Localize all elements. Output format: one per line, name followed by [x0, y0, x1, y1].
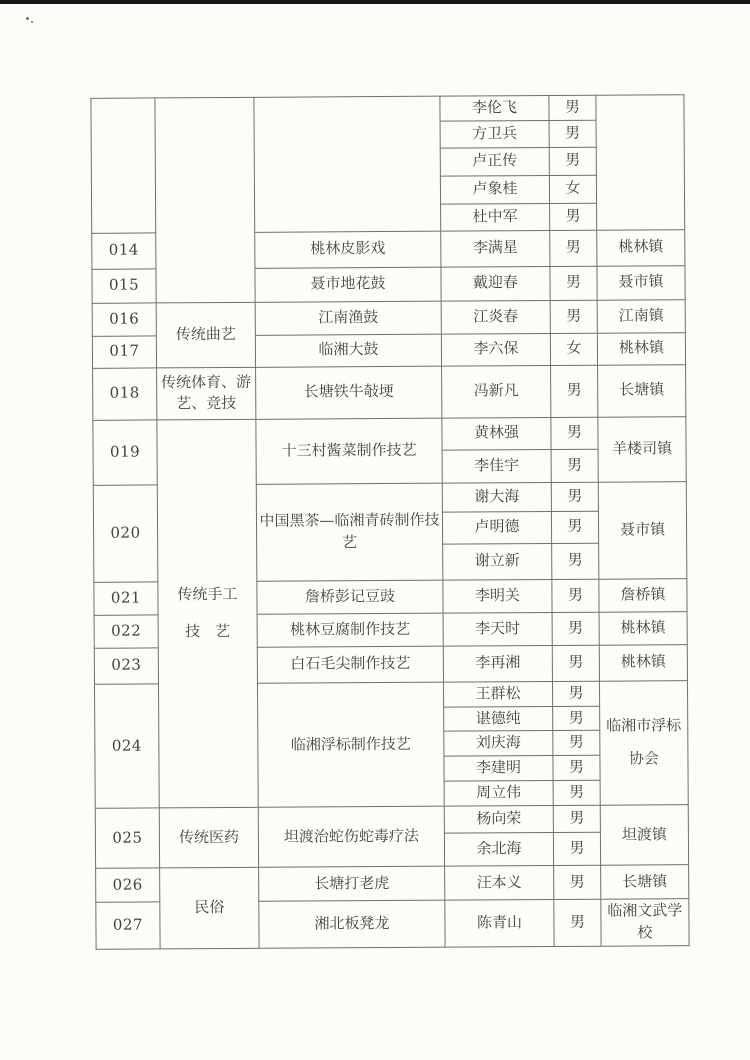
gender: 男: [552, 579, 599, 612]
location: 聂市镇: [598, 481, 687, 579]
gender: 男: [553, 832, 600, 865]
table-row: [95, 805, 688, 836]
project-name: 詹桥彭记豆豉: [257, 580, 443, 614]
inheritor-name: 卢象桂: [440, 175, 549, 204]
category-line: 技 艺: [185, 622, 231, 641]
inheritor-name: 杨向荣: [444, 806, 553, 834]
gender: 男: [553, 755, 600, 780]
entry-number: 021: [94, 582, 158, 615]
entry-number: 027: [96, 902, 160, 949]
gender: 男: [550, 300, 597, 333]
inheritor-name: 冯新凡: [442, 365, 551, 418]
inheritor-name: 余北海: [444, 833, 553, 867]
entry-number: 026: [96, 868, 160, 902]
project-name: 中国黑茶—临湘青砖制作技艺: [256, 483, 443, 581]
inheritor-name: 谌德纯: [444, 706, 553, 731]
inheritor-name: 黄林强: [442, 417, 551, 450]
category-cell: 传统体育、游艺、竞技: [157, 367, 256, 420]
gender: 男: [549, 120, 596, 147]
heritage-table-wrap: [90, 94, 689, 949]
table-row: [93, 416, 686, 452]
location: 江南镇: [597, 299, 685, 333]
project-name: 桃林皮影戏: [255, 231, 441, 268]
scan-speck: [31, 21, 33, 23]
table-row: [91, 95, 684, 123]
gender: 男: [553, 730, 600, 755]
location-line: 临湘市浮标: [606, 715, 682, 735]
inheritor-name: 李满星: [441, 230, 550, 267]
inheritor-name: 谢大海: [442, 482, 551, 512]
gender: 男: [554, 899, 601, 946]
category-cell: 传统医药: [159, 807, 258, 868]
gender: 男: [553, 706, 600, 731]
gender: 女: [549, 175, 596, 203]
entry-number: 016: [92, 303, 156, 336]
project-name: 湘北板凳龙: [259, 900, 445, 948]
location: 坦渡镇: [600, 805, 688, 866]
entry-number: 015: [92, 269, 156, 303]
location: 桃林镇: [599, 644, 687, 681]
inheritor-name: 江炎春: [441, 300, 550, 334]
empty-project-cell: [254, 96, 441, 232]
gender: 男: [550, 203, 597, 230]
project-name: 十三村酱菜制作技艺: [256, 418, 442, 484]
gender: 男: [551, 482, 598, 511]
project-name: 长塘打老虎: [259, 866, 445, 901]
location: 长塘镇: [601, 865, 689, 900]
inheritor-name: 汪本义: [445, 866, 554, 901]
location: 羊楼司镇: [598, 416, 686, 482]
location: 詹桥镇: [599, 578, 687, 612]
inheritor-name: 李六保: [441, 333, 550, 366]
project-name: 聂市地花鼓: [255, 267, 441, 302]
inheritor-name: 李明关: [443, 579, 552, 613]
gender: 男: [551, 511, 598, 543]
project-name: 临湘大鼓: [255, 334, 441, 367]
gender: 男: [552, 612, 599, 645]
inheritor-name: 周立伟: [444, 781, 553, 807]
gender: 男: [551, 365, 598, 417]
project-name: 坦渡治蛇伤蛇毒疗法: [258, 806, 444, 867]
scan-edge-artifact: [0, 0, 750, 4]
gender: 男: [552, 543, 599, 579]
gender: 男: [551, 449, 598, 482]
category-cell: 传统曲艺: [156, 302, 255, 368]
entry-number: 023: [94, 648, 158, 684]
entry-number: 014: [92, 233, 156, 269]
location: 长塘镇: [598, 364, 686, 417]
empty-category-cell: [155, 97, 255, 302]
inheritor-name: 卢明德: [442, 511, 551, 544]
entry-number: 025: [95, 808, 159, 868]
inheritor-name: 杜中军: [441, 203, 550, 231]
location: 桃林镇: [597, 229, 685, 266]
entry-number: 017: [92, 336, 156, 368]
inheritor-name: 戴迎春: [441, 266, 550, 301]
project-name: 临湘浮标制作技艺: [257, 682, 444, 807]
inheritor-name: 李天时: [443, 612, 552, 646]
entry-number: 019: [93, 420, 157, 485]
gender: 男: [550, 266, 597, 300]
empty-location-cell: [596, 95, 685, 230]
gender: 男: [549, 147, 596, 175]
location: 桃林镇: [599, 611, 687, 645]
inheritor-name: 陈青山: [445, 900, 554, 947]
gender: 女: [550, 333, 597, 365]
inheritor-name: 谢立新: [443, 543, 552, 580]
category-cell: 民俗: [160, 867, 259, 948]
entry-number: 018: [93, 368, 157, 420]
table-row: [93, 364, 686, 420]
location-line: 协会: [628, 749, 660, 768]
inheritor-name: 李佳宇: [442, 449, 551, 483]
scan-speck: [26, 17, 29, 20]
inheritor-name: 李再湘: [443, 645, 552, 682]
inheritor-name: 刘庆海: [444, 731, 553, 757]
location: 临湘文武学校: [601, 899, 689, 946]
heritage-table: [90, 94, 689, 949]
location: 桃林镇: [597, 332, 685, 365]
location: 聂市镇: [597, 265, 685, 300]
category-line: 传统手工: [177, 584, 238, 603]
gender: 男: [550, 230, 597, 266]
project-name: 长塘铁牛敧埂: [256, 366, 442, 419]
inheritor-name: 李建明: [444, 756, 553, 781]
location: [599, 680, 688, 805]
project-name: 江南渔鼓: [255, 301, 441, 335]
inheritor-name: 卢正传: [440, 147, 549, 176]
entry-number: 024: [94, 684, 159, 809]
entry-number: 020: [93, 485, 158, 582]
empty-number-cell: [91, 98, 156, 233]
category-cell: [157, 419, 258, 808]
gender: 男: [553, 780, 600, 805]
project-name: 白石毛尖制作技艺: [257, 646, 443, 683]
gender: 男: [551, 417, 598, 449]
project-name: 桃林豆腐制作技艺: [257, 613, 443, 647]
gender: 男: [552, 645, 599, 681]
inheritor-name: 方卫兵: [440, 120, 549, 148]
gender: 男: [549, 95, 596, 120]
entry-number: 022: [94, 615, 158, 648]
table-row: [92, 299, 685, 336]
gender: 男: [553, 805, 600, 832]
table-row: [96, 865, 689, 903]
inheritor-name: 李伦飞: [440, 96, 549, 121]
gender: 男: [552, 681, 599, 706]
gender: 男: [554, 865, 601, 899]
inheritor-name: 王群松: [443, 681, 552, 706]
